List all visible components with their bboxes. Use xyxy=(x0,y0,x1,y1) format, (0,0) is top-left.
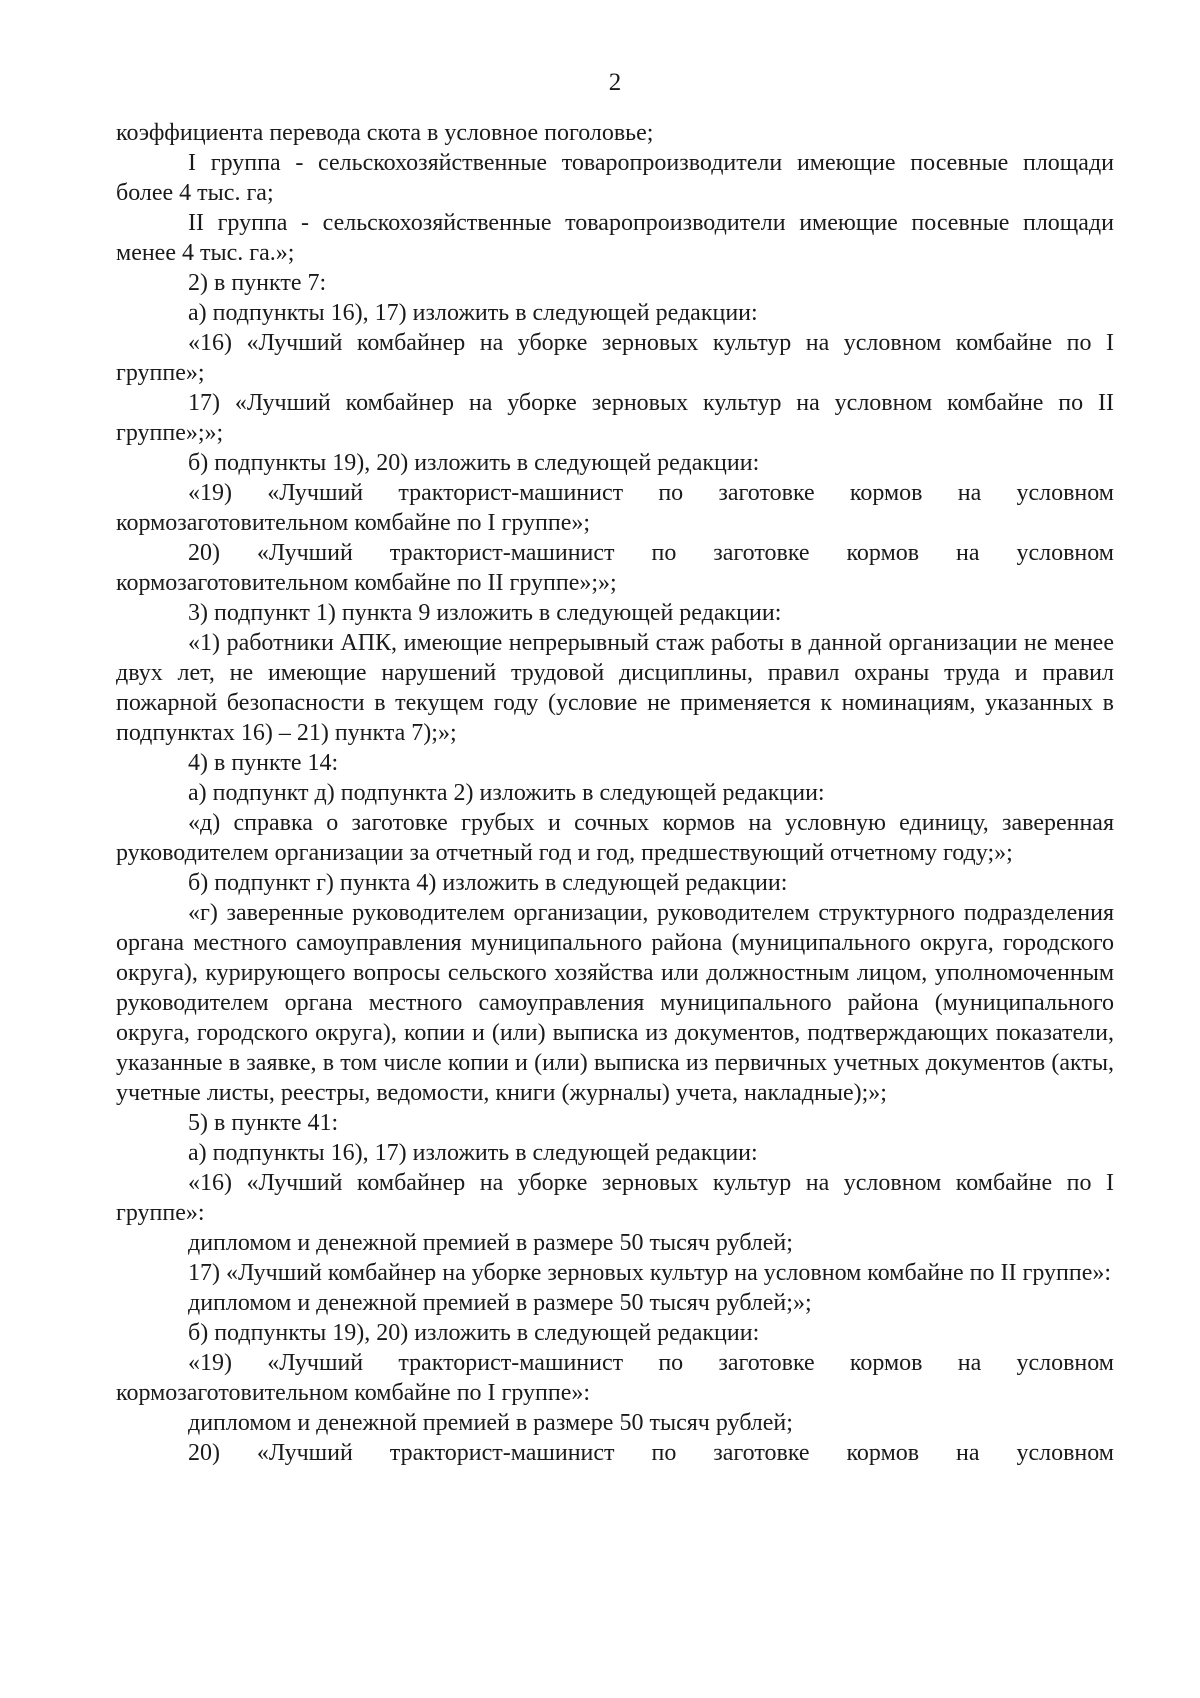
paragraph: 20) «Лучший тракторист-машинист по заготовке кормов на условном xyxy=(188,1440,1114,1466)
paragraph: коэффициента перевода скота в условное поголовье; xyxy=(116,120,654,146)
paragraph: б) подпункты 19), 20) изложить в следующей редакции: xyxy=(188,1320,760,1346)
paragraph: «16) «Лучший комбайнер на уборке зерновых культур на условном комбайне по I группе»; xyxy=(116,330,1114,386)
paragraph: «1) работники АПК, имеющие непрерывный стаж работы в данной организации не менее двух лет, не имеющие нарушений трудовой дисциплины, правил охраны труда и правил пожарной безопасности в текущем году (условие не применяется к номинациям, указанных в подпунктах 16) – 21) пункта 7);»; xyxy=(116,630,1114,746)
paragraph: 2) в пункте 7: xyxy=(188,270,327,296)
paragraph: II группа - сельскохозяйственные товаропроизводители имеющие посевные площади менее 4 тыс. га.»; xyxy=(116,210,1114,266)
paragraph: б) подпункты 19), 20) изложить в следующей редакции: xyxy=(188,450,760,476)
paragraph: 20) «Лучший тракторист-машинист по заготовке кормов на условном кормозаготовительном комбайне по II группе»;»; xyxy=(116,540,1114,596)
paragraph: а) подпункт д) подпункта 2) изложить в следующей редакции: xyxy=(188,780,825,806)
paragraph: 5) в пункте 41: xyxy=(188,1110,339,1136)
page-number: 2 xyxy=(608,69,622,96)
paragraph: 3) подпункт 1) пункта 9 изложить в следующей редакции: xyxy=(188,600,782,626)
paragraph: «д) справка о заготовке грубых и сочных кормов на условную единицу, заверенная руководителем организации за отчетный год и год, предшествующий отчетному году;»; xyxy=(116,810,1114,866)
paragraph: 4) в пункте 14: xyxy=(188,750,339,776)
document-body xyxy=(116,118,1114,1468)
paragraph: б) подпункт г) пункта 4) изложить в следующей редакции: xyxy=(188,870,788,896)
paragraph: 17) «Лучший комбайнер на уборке зерновых культур на условном комбайне по II группе»: xyxy=(188,1260,1112,1286)
paragraph: дипломом и денежной премией в размере 50 тысяч рублей;»; xyxy=(188,1290,812,1316)
paragraph: «16) «Лучший комбайнер на уборке зерновых культур на условном комбайне по I группе»: xyxy=(116,1170,1114,1226)
paragraph: 17) «Лучший комбайнер на уборке зерновых культур на условном комбайне по II группе»;»; xyxy=(116,390,1114,446)
paragraph: «г) заверенные руководителем организации, руководителем структурного подразделения органа местного самоуправления муниципального района (муниципального округа, городского округа), курирующего вопросы сельского хозяйства или должностным лицом, уполномоченным руководителем органа местного самоуправления муниципального района (муниципального округа, городского округа), копии и (или) выписка из документов, подтверждающих показатели, указанные в заявке, в том числе копии и (или) выписка из первичных учетных документов (акты, учетные листы, реестры, ведомости, книги (журналы) учета, накладные);»; xyxy=(116,900,1114,1106)
paragraph: дипломом и денежной премией в размере 50 тысяч рублей; xyxy=(188,1410,793,1436)
paragraph: «19) «Лучший тракторист-машинист по заготовке кормов на условном кормозаготовительном комбайне по I группе»; xyxy=(116,480,1114,536)
paragraph: I группа - сельскохозяйственные товаропроизводители имеющие посевные площади более 4 тыс. га; xyxy=(116,150,1114,206)
paragraph: дипломом и денежной премией в размере 50 тысяч рублей; xyxy=(188,1230,793,1256)
paragraph: «19) «Лучший тракторист-машинист по заготовке кормов на условном кормозаготовительном комбайне по I группе»: xyxy=(116,1350,1114,1406)
paragraph: а) подпункты 16), 17) изложить в следующей редакции: xyxy=(188,300,758,326)
paragraph: а) подпункты 16), 17) изложить в следующей редакции: xyxy=(188,1140,758,1166)
